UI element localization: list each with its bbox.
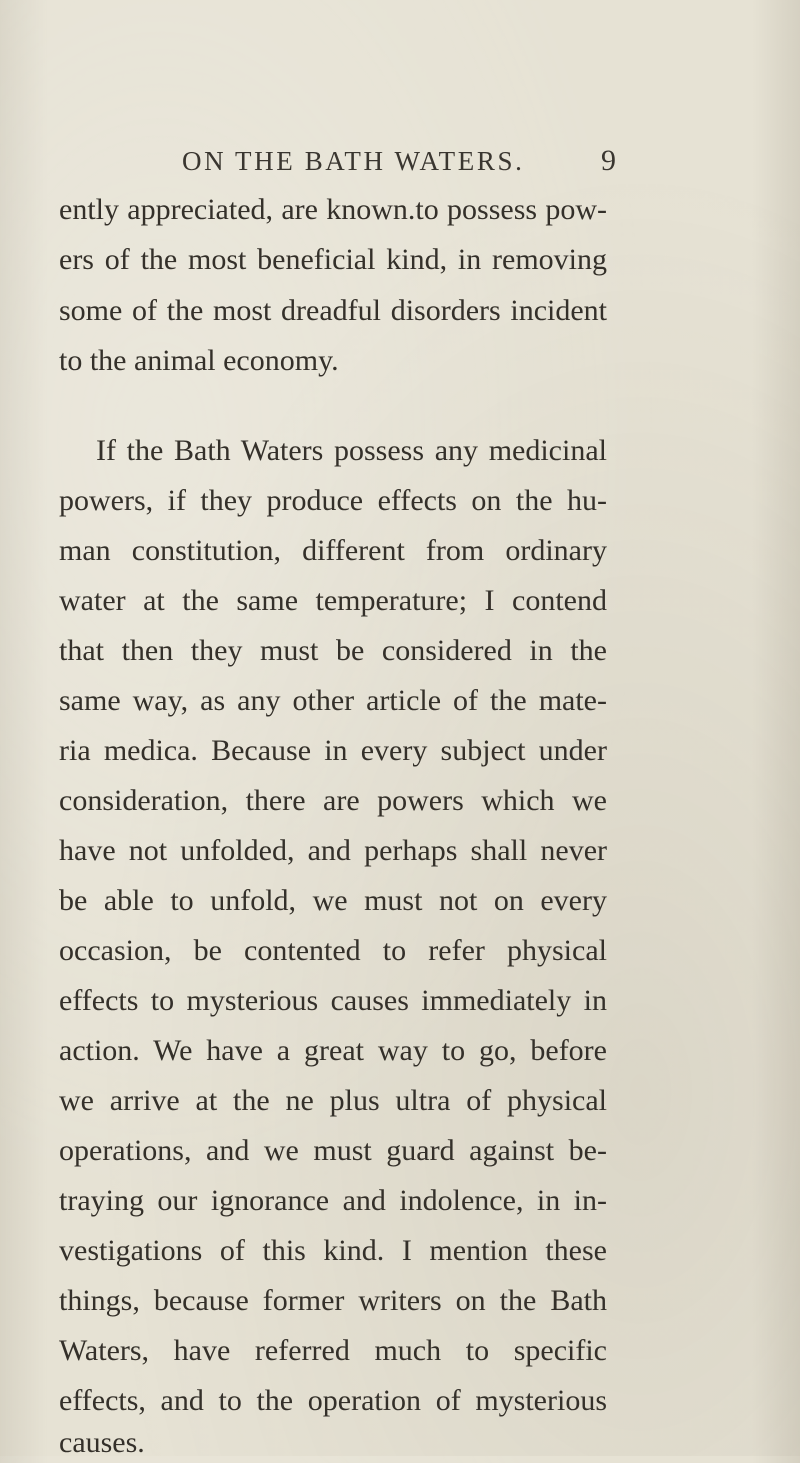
text-line: traying our ignorance and indolence, in in- [59,1184,607,1217]
text-line: vestigations of this kind. I mention these [59,1234,607,1267]
running-header: ON THE BATH WATERS. [182,146,525,176]
text-line: man constitution, different from ordinary [59,534,607,567]
text-line: we arrive at the ne plus ultra of physical [59,1084,607,1117]
text-line: effects to mysterious causes immediately in [59,984,607,1017]
text-line: water at the same temperature; I contend [59,584,607,617]
text-line: be able to unfold, we must not on every [59,884,607,917]
text-line: action. We have a great way to go, before [59,1034,607,1067]
text-line: some of the most dreadful disorders incident [59,294,607,327]
text-line: have not unfolded, and perhaps shall never [59,834,607,867]
text-line: occasion, be contented to refer physical [59,934,607,967]
text-line: ently appreciated, are known.to possess pow- [59,193,607,226]
text-line: ria medica. Because in every subject under [59,734,607,767]
text-line: consideration, there are powers which we [59,784,607,817]
text-line: things, because former writers on the Bath [59,1284,607,1317]
text-line: operations, and we must guard against be- [59,1134,607,1167]
text-line: ers of the most beneficial kind, in removing [59,243,607,276]
text-line: powers, if they produce effects on the hu- [59,484,607,517]
text-line: causes. [59,1426,145,1459]
page-number: 9 [601,144,616,177]
paragraph-start-line: If the Bath Waters possess any medicinal [96,434,607,467]
text-line: Waters, have referred much to specific [59,1334,607,1367]
text-line: that then they must be considered in the [59,634,607,667]
text-line: effects, and to the operation of mysterious [59,1384,607,1417]
text-line: same way, as any other article of the mate- [59,684,607,717]
text-line: to the animal economy. [59,344,339,377]
